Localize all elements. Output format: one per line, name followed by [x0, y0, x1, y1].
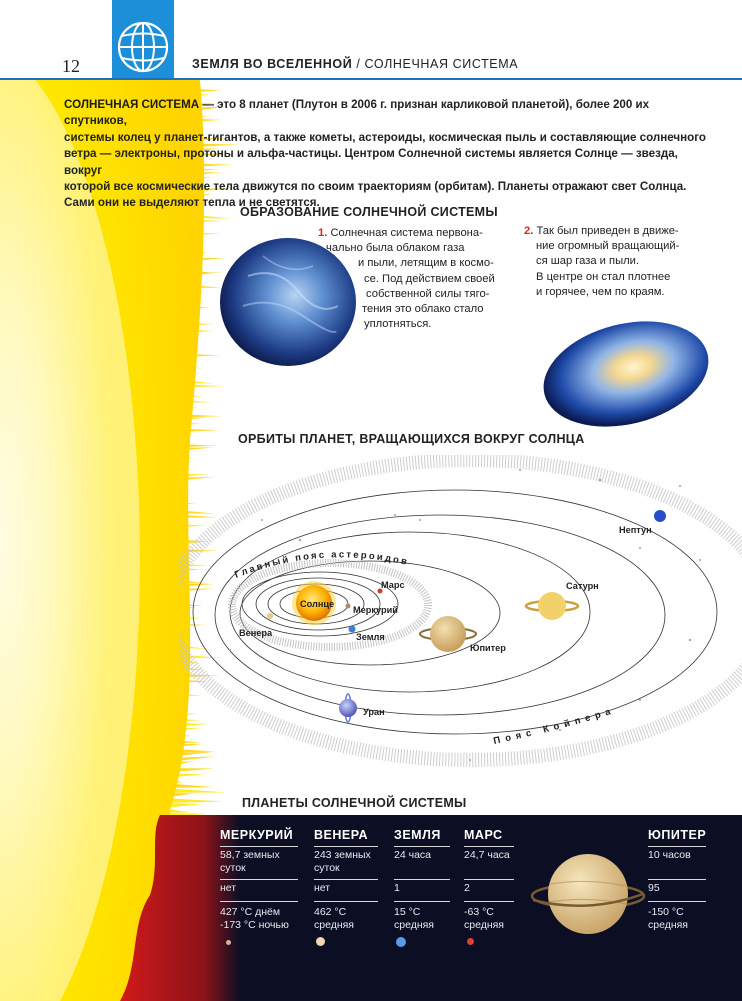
step-1-line: чально была облаком газа — [326, 242, 465, 255]
moons-value: нет — [314, 882, 331, 894]
intro-line: — это 8 планет (Плутон в 2006 г. признан карликовой планетой), более 200 их спутников, — [64, 98, 650, 128]
planet-column-venus — [314, 828, 378, 932]
neptune-marker — [654, 510, 666, 522]
planet-name: ВЕНЕРА — [314, 828, 368, 842]
kuiper-belt-band — [180, 460, 742, 760]
planet-name: МАРС — [464, 828, 503, 842]
rotation-value: суток — [314, 862, 340, 874]
uranus-orbit — [215, 515, 665, 715]
uranus-marker — [339, 694, 357, 722]
neptune-label: Нептун — [619, 525, 652, 535]
kuiper-belt-text: Пояс Койпера — [492, 705, 617, 747]
temperature-value: средняя — [394, 919, 434, 931]
step-2-number: 2. — [524, 225, 534, 237]
moons-value: 2 — [464, 882, 470, 894]
step-1-line: и пыли, летящим в космо- — [358, 257, 494, 270]
temperature-value: 462 °С — [314, 906, 347, 918]
earth-marker — [349, 626, 356, 633]
header-subsection: СОЛНЕЧНАЯ СИСТЕМА — [364, 57, 519, 71]
temperature-value: -150 °С — [648, 906, 684, 918]
rotation-value: 10 часов — [648, 849, 691, 861]
mercury-marker — [346, 604, 351, 609]
step-2-line: Так был приведен в движе- — [536, 225, 679, 237]
step-2-line: ся шар газа и пыли. — [536, 255, 640, 268]
step-1-line: уплотняться. — [364, 318, 432, 331]
uranus-label: Уран — [363, 707, 385, 717]
saturn-label: Сатурн — [566, 581, 599, 591]
step-1-number: 1. — [318, 227, 328, 239]
step-2-line: В центре он стал плотнее — [536, 270, 671, 283]
planet-column-mercury — [220, 828, 298, 932]
step-1-line: Солнечная система первона- — [330, 227, 483, 239]
rotation-value: 243 земных — [314, 849, 371, 861]
rotating-disk-illustration — [540, 318, 712, 428]
moons-value: 95 — [648, 882, 660, 894]
running-header — [192, 57, 518, 71]
rotation-value: 24 часа — [394, 849, 431, 861]
planets-title: ПЛАНЕТЫ СОЛНЕЧНОЙ СИСТЕМЫ — [242, 796, 467, 810]
step-1-line: тения это облако стало — [362, 303, 484, 316]
asteroid-belt-text: Главный пояс астероидов — [233, 549, 411, 581]
temperature-value: -173 °С ночью — [220, 919, 289, 931]
venus-label: Венера — [239, 628, 273, 638]
formation-step-1 — [318, 226, 518, 332]
globe-icon — [112, 0, 174, 80]
intro-line: системы колец у планет-гигантов, а также кометы, астероиды, космическая пыль и составляющие солнечного — [64, 130, 706, 144]
rotation-value: 24,7 часа — [464, 849, 510, 861]
planet-column-earth — [394, 828, 450, 932]
intro-paragraph — [64, 97, 710, 212]
step-2-line: ние огромный вращающий- — [536, 240, 680, 253]
planet-name: ЗЕМЛЯ — [394, 828, 441, 842]
header-rule — [0, 78, 742, 80]
globe-badge — [112, 0, 174, 80]
intro-line: которой все космические тела движутся по своим траекториям (орбитам). Планеты отражают свет Солнца. — [64, 180, 687, 194]
venus-dot — [316, 937, 325, 946]
header-section: ЗЕМЛЯ ВО ВСЕЛЕННОЙ — [192, 57, 353, 71]
orbits-title: ОРБИТЫ ПЛАНЕТ, ВРАЩАЮЩИХСЯ ВОКРУГ СОЛНЦА — [238, 432, 585, 446]
formation-step-2 — [524, 224, 724, 300]
saturn-marker — [526, 592, 578, 620]
planet-column-jupiter — [648, 828, 706, 932]
earth-dot — [396, 937, 406, 947]
kuiper-belt-label — [492, 705, 616, 747]
step-1-line: се. Под действием своей — [364, 272, 495, 285]
jupiter-marker — [420, 616, 476, 652]
step-2-line: и горячее, чем по краям. — [536, 285, 665, 298]
temperature-value: 427 °С днём — [220, 906, 281, 918]
earth-label: Земля — [356, 632, 385, 642]
moons-value: нет — [220, 882, 237, 894]
rotation-value: суток — [220, 862, 246, 874]
intro-lead: СОЛНЕЧНАЯ СИСТЕМА — [64, 98, 200, 111]
mercury-dot — [226, 940, 231, 945]
venus-marker — [267, 613, 273, 619]
jupiter-illustration — [528, 848, 648, 940]
rotation-value: 58,7 земных — [220, 849, 280, 861]
planet-column-mars — [464, 828, 514, 932]
jupiter-label: Юпитер — [470, 643, 506, 653]
header-separator: / — [356, 57, 361, 71]
intro-line: ветра — электроны, протоны и альфа-частицы. Центром Солнечной системы является Солнце — звезда, вокруг — [64, 147, 678, 177]
planet-name: ЮПИТЕР — [648, 828, 707, 842]
step-1-line: собственной силы тяго- — [366, 287, 490, 300]
mercury-label: Меркурий — [353, 605, 398, 615]
temperature-value: средняя — [648, 919, 688, 931]
temperature-value: 15 °С — [394, 906, 421, 918]
temperature-value: средняя — [464, 919, 504, 931]
temperature-value: -63 °С — [464, 906, 494, 918]
sun-label: Солнце — [300, 599, 335, 609]
planet-name: МЕРКУРИЙ — [220, 828, 294, 842]
moons-value: 1 — [394, 882, 400, 894]
page-number: 12 — [62, 56, 80, 76]
formation-title: ОБРАЗОВАНИЕ СОЛНЕЧНОЙ СИСТЕМЫ — [240, 205, 498, 219]
intro-line: Сами они не выделяют тепла и не светятся. — [64, 196, 320, 210]
mars-dot — [467, 938, 474, 945]
mars-label: Марс — [381, 580, 405, 590]
temperature-value: средняя — [314, 919, 354, 931]
